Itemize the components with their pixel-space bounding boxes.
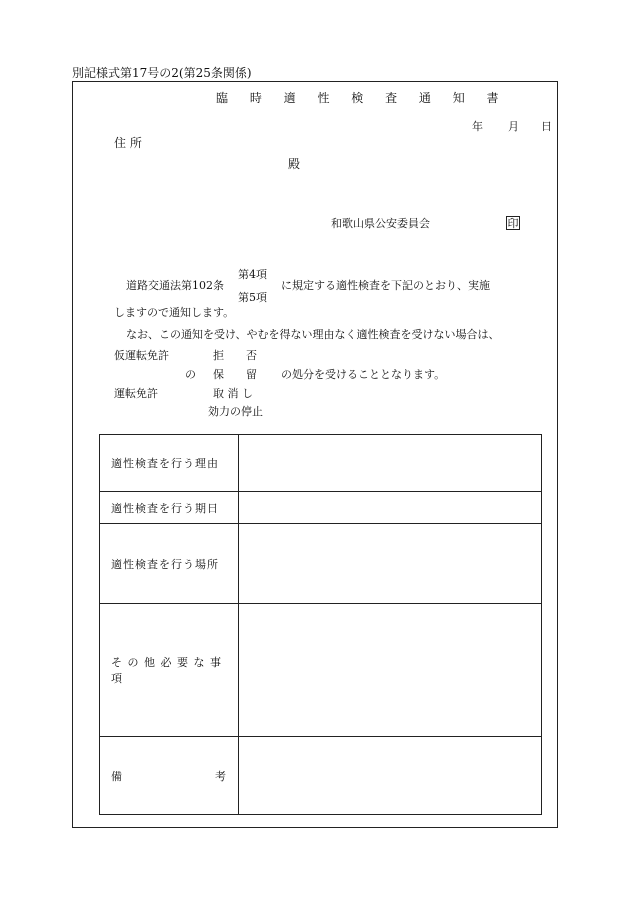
date-year: 年 — [472, 120, 483, 133]
row-label-remarks — [100, 737, 239, 815]
table-row — [100, 435, 542, 492]
action-hold: 保 留 — [213, 368, 257, 381]
particle-no: の — [185, 368, 196, 381]
clause-4: 第4項 — [238, 268, 267, 281]
row-value-reason[interactable] — [239, 435, 542, 492]
row-label-place: 適性検査を行う場所 — [100, 524, 239, 604]
table-row — [100, 524, 542, 604]
action-suspend: 効力の停止 — [208, 405, 263, 418]
issuer-name: 和歌山県公安委員会 — [331, 217, 430, 230]
license-temporary: 仮運転免許 — [114, 349, 169, 362]
row-value-other[interactable] — [239, 604, 542, 737]
address-label: 住 所 — [114, 136, 142, 150]
table-row — [100, 737, 542, 815]
row-label-reason: 適性検査を行う理由 — [100, 435, 239, 492]
row-value-place[interactable] — [239, 524, 542, 604]
body-line2: しますので通知します。 — [114, 306, 235, 319]
law-reference: 道路交通法第102条 — [126, 279, 224, 292]
body-line1-tail: に規定する適性検査を下記のとおり、実施 — [281, 279, 490, 292]
action-cancel: 取 消 し — [213, 387, 253, 400]
row-label-date: 適性検査を行う期日 — [100, 492, 239, 524]
clause-5: 第5項 — [238, 291, 267, 304]
remarks-char-2: 考 — [215, 769, 226, 783]
form-number: 別記様式第17号の2(第25条関係) — [72, 66, 252, 80]
disposition-text: の処分を受けることとなります。 — [281, 368, 446, 381]
date-month: 月 — [508, 120, 519, 133]
row-value-date[interactable] — [239, 492, 542, 524]
body-line3: なお、この通知を受け、やむを得ない理由なく適性検査を受けない場合は、 — [126, 328, 500, 341]
table-row — [100, 492, 542, 524]
table-row — [100, 604, 542, 737]
remarks-char-1: 備 — [111, 769, 122, 783]
honorific: 殿 — [288, 157, 301, 171]
seal-mark: 印 — [507, 217, 519, 230]
license-regular: 運転免許 — [114, 387, 158, 400]
row-value-remarks[interactable] — [239, 737, 542, 815]
document-title: 臨 時 適 性 検 査 通 知 書 — [216, 91, 508, 105]
date-day: 日 — [541, 120, 552, 133]
row-label-other: そ の 他 必 要 な 事 項 — [100, 604, 239, 737]
action-refusal: 拒 否 — [213, 349, 257, 362]
inspection-table — [99, 434, 542, 815]
